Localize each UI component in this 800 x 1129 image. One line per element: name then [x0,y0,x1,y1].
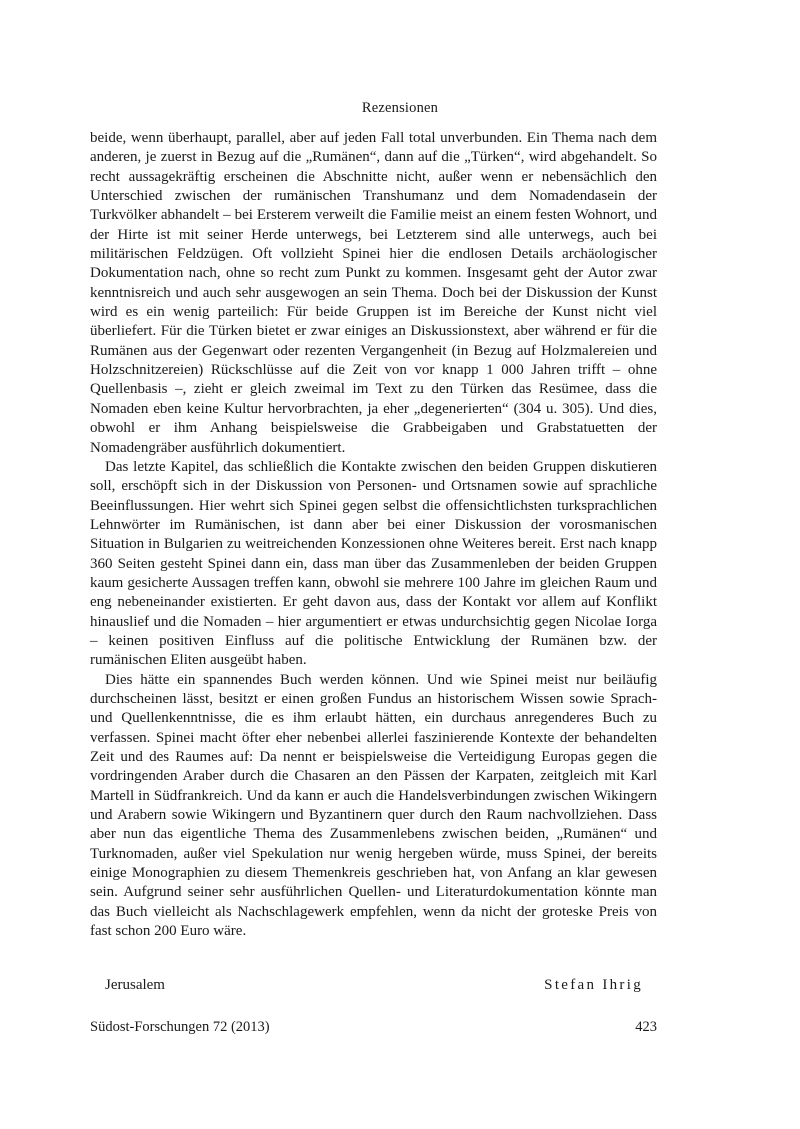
running-head-title: Rezensionen [361,100,439,116]
journal-citation: Südost-Forschungen 72 (2013) [90,1019,270,1035]
page-footer [90,1019,657,1036]
signature-author: Stefan Ihrig [544,977,643,993]
paragraph-1: beide, wenn überhaupt, parallel, aber auf jeden Fall total unverbunden. Ein Thema nach dem anderen, je zuerst in Bezug auf die „Rumänen“, dann auf die „Türken“, wird abgehandelt. So recht aussagekräftig erscheinen die Abschnitte nicht, außer wenn er nebensächlich den Unterschied zwischen der rumänischen Transhumanz und dem Nomadendasein der Turkvölker abhandelt – bei Ersterem verweilt die Familie meist an einem festen Wohnort, und der Hirte ist mit seiner Herde unterwegs, bei Letzterem sind alle unterwegs, auch bei militärischen Feldzügen. Oft vollzieht Spinei hier die endlosen Details archäologischer Dokumentation nach, ohne so recht zum Punkt zu kommen. Insgesamt geht der Autor zwar kenntnisreich und auch sehr ausgewogen an sein Thema. Doch bei der Diskussion der Kunst wird es ein wenig parteilich: Für beide Gruppen ist im Bereiche der Kunst nicht viel überliefert. Für die Türken bietet er zwar einiges an Diskussionstext, aber während er für die Rumänen aus der Gegenwart oder rezenten Vergangenheit (in Bezug auf Holzmalereien und Holzschnitzereien) Rückschlüsse auf die Zeit von vor knapp 1 000 Jahren trifft – ohne Quellenbasis –, zieht er gleich zweimal im Text zu den Türken das Resümee, dass die Nomaden eben keine Kultur hervorbrachten, ja eher „degenerierten“ (304 u. 305). Und dies, obwohl er ihm Anhang beispielsweise die Grabbeigaben und Grabstatuetten der Nomadengräber ausführlich dokumentiert. [90,130,657,456]
signature-place: Jerusalem [105,977,165,993]
review-body [90,129,657,941]
signature-row [105,977,643,994]
page-number: 423 [635,1019,657,1035]
paragraph-2: Das letzte Kapitel, das schließlich die Kontakte zwischen den beiden Gruppen diskutieren soll, erschöpft sich in der Diskussion von Personen- und Ortsnamen sowie auf sprachliche Beeinflussungen. Hier wehrt sich Spinei gegen selbst die offensichtlichsten turksprachlichen Lehnwörter im Rumänischen, ist dann aber bei einer Diskussion der vorosmanischen Situation in Bulgarien zu weitreichenden Konzessionen ohne Weiteres bereit. Erst nach knapp 360 Seiten gesteht Spinei dann ein, dass man über das Zusammenleben der beiden Gruppen kaum gesicherte Aussagen treffen kann, obwohl sie mehrere 100 Jahre im gleichen Raum und eng nebeneinander existierten. Er geht davon aus, dass der Kontakt vor allem auf Konflikt hinauslief und die Nomaden – hier argumentiert er etwas undurchsichtig gegen Nicolae Iorga – keinen positiven Einfluss auf die politische Entwicklung der Rumänen bzw. der rumänischen Eliten ausgeübt haben. [90,458,657,669]
paragraph-3: Dies hätte ein spannendes Buch werden können. Und wie Spinei meist nur beiläufig durchscheinen lässt, besitzt er einen großen Fundus an historischem Wissen sowie Sprach- und Quellenkenntnisse, die es ihm erlaubt hätten, ein durchaus anregenderes Buch zu verfassen. Spinei macht öfter eher nebenbei allerlei faszinierende Kontexte der behandelten Zeit und des Raumes auf: Da nennt er beispielsweise die Verteidigung Europas gegen die vordringenden Araber durch die Chasaren an den Pässen der Karpaten, zeitgleich mit Karl Martell in Südfrankreich. Und da kann er auch die Handelsverbindungen zwischen Wikingern und Arabern sowie Wikingern und Byzantinern quer durch den Raum nachvollziehen. Dass aber nun das eigentliche Thema des Zusammenlebens zwischen beiden, „Rumänen“ und Turknomaden, außer viel Spekulation nur wenig hergeben würde, muss Spinei, der bereits einige Monographien zu diesem Themenkreis geschrieben hat, von Anfang an klar gewesen sein. Aufgrund seiner sehr ausführlichen Quellen- und Literaturdokumentation könnte man das Buch vielleicht als Nachschlagewerk empfehlen, wenn da nicht der groteske Preis von fast schon 200 Euro wäre. [90,671,657,940]
